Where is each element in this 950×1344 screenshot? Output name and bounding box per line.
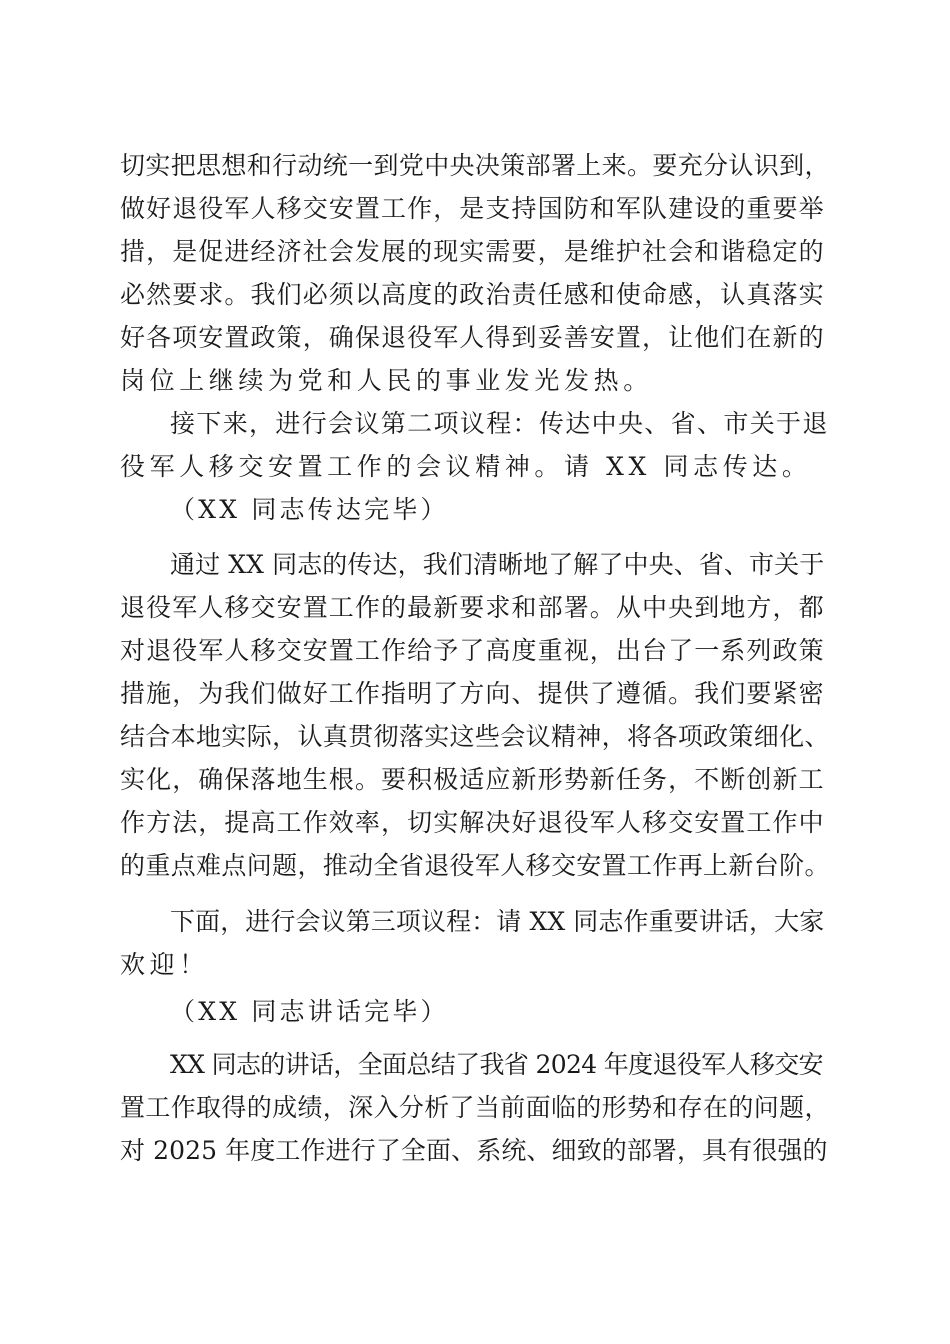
text-line: 对 2025 年度工作进行了全面、系统、细致的部署，具有很强的: [120, 1136, 828, 1165]
text-line: 置工作取得的成绩，深入分析了当前面临的形势和存在的问题，: [120, 1093, 830, 1122]
text-line: 好各项安置政策，确保退役军人得到妥善安置，让他们在新的: [120, 323, 825, 352]
text-line: 岗位上继续为党和人民的事业发光发热。: [120, 366, 653, 395]
text-line: 对退役军人移交安置工作给予了高度重视，出台了一系列政策: [120, 636, 825, 665]
text-line: 切实把思想和行动统一到党中央决策部署上来。要充分认识到，: [120, 151, 830, 180]
text-line: 欢迎！: [120, 950, 209, 979]
text-line: 役军人移交安置工作的会议精神。请 XX 同志传达。: [120, 452, 812, 481]
text-line: 必然要求。我们必须以高度的政治责任感和使命感，认真落实: [120, 280, 825, 309]
text-line: 接下来，进行会议第二项议程：传达中央、省、市关于退: [170, 409, 829, 438]
text-line: 作方法，提高工作效率，切实解决好退役军人移交安置工作中: [120, 808, 825, 837]
text-line: 退役军人移交安置工作的最新要求和部署。从中央到地方，都: [120, 593, 825, 622]
text-line: 的重点难点问题，推动全省退役军人移交安置工作再上新台阶。: [120, 851, 830, 880]
text-line: 措施，为我们做好工作指明了方向、提供了遵循。我们要紧密: [120, 679, 825, 708]
text-line: 措，是促进经济社会发展的现实需要，是维护社会和谐稳定的: [120, 237, 825, 266]
text-line: 结合本地实际，认真贯彻落实这些会议精神，将各项政策细化、: [120, 722, 830, 751]
text-line: 实化，确保落地生根。要积极适应新形势新任务，不断创新工: [120, 765, 825, 794]
text-line: XX 同志的讲话，全面总结了我省 2024 年度退役军人移交安: [170, 1050, 823, 1079]
text-line: 下面，进行会议第三项议程：请 XX 同志作重要讲话，大家: [170, 907, 825, 936]
text-line: 做好退役军人移交安置工作，是支持国防和军队建设的重要举: [120, 194, 825, 223]
text-line: （XX 同志传达完毕）: [170, 495, 449, 524]
text-line: （XX 同志讲话完毕）: [170, 997, 449, 1026]
text-line: 通过 XX 同志的传达，我们清晰地了解了中央、省、市关于: [170, 550, 825, 579]
